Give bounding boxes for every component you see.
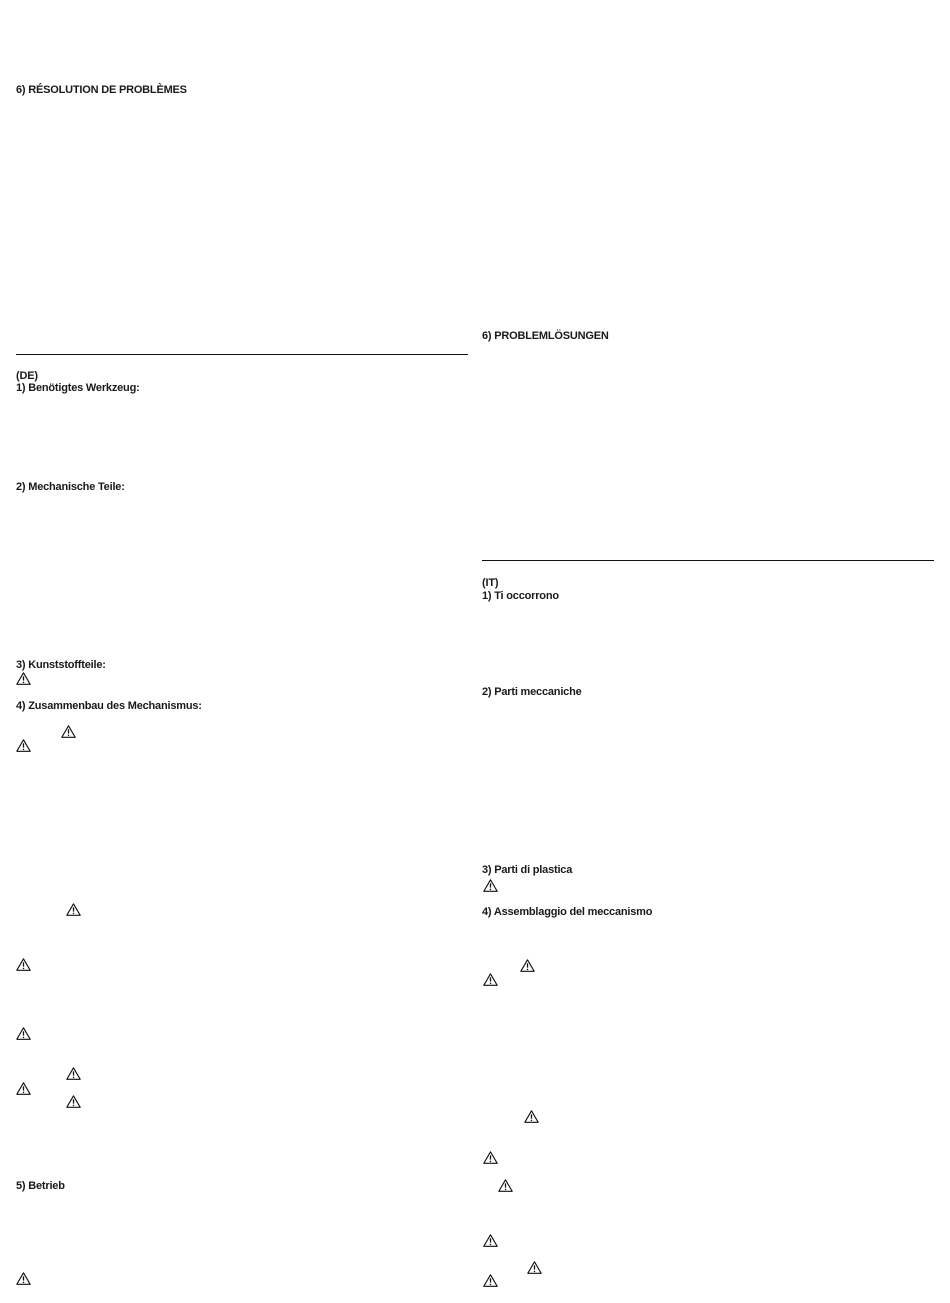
it-assembly-heading: 4) Assemblaggio del meccanismo — [482, 906, 653, 918]
section-divider-it — [482, 560, 934, 561]
warning-triangle-icon — [483, 1274, 498, 1287]
warning-triangle-icon — [498, 1179, 513, 1192]
warning-triangle-icon — [66, 1095, 81, 1108]
warning-triangle-icon — [16, 1082, 31, 1095]
warning-triangle-icon — [16, 1272, 31, 1285]
de-plastic-heading: 3) Kunststoffteile: — [16, 659, 106, 671]
warning-triangle-icon — [16, 739, 31, 752]
it-mechanical-heading: 2) Parti meccaniche — [482, 686, 582, 698]
warning-triangle-icon — [483, 879, 498, 892]
de-assembly-heading: 4) Zusammenbau des Mechanismus: — [16, 700, 202, 712]
it-language-tag: (IT) — [482, 577, 499, 589]
warning-triangle-icon — [66, 1067, 81, 1080]
warning-triangle-icon — [524, 1110, 539, 1123]
de-language-tag: (DE) — [16, 370, 38, 382]
fr-troubleshooting-heading: 6) RÉSOLUTION DE PROBLÈMES — [16, 84, 187, 96]
section-divider-de — [16, 354, 468, 355]
warning-triangle-icon — [16, 958, 31, 971]
de-mechanical-heading: 2) Mechanische Teile: — [16, 481, 125, 493]
it-tools-heading: 1) Ti occorrono — [482, 590, 559, 602]
warning-triangle-icon — [483, 1234, 498, 1247]
de-troubleshooting-heading: 6) PROBLEMLÖSUNGEN — [482, 330, 609, 342]
warning-triangle-icon — [66, 903, 81, 916]
it-plastic-heading: 3) Parti di plastica — [482, 864, 573, 876]
warning-triangle-icon — [520, 959, 535, 972]
warning-triangle-icon — [16, 672, 31, 685]
warning-triangle-icon — [483, 1151, 498, 1164]
warning-triangle-icon — [527, 1261, 542, 1274]
warning-triangle-icon — [16, 1027, 31, 1040]
de-operation-heading: 5) Betrieb — [16, 1180, 65, 1192]
de-tools-heading: 1) Benötigtes Werkzeug: — [16, 382, 140, 394]
warning-triangle-icon — [483, 973, 498, 986]
warning-triangle-icon — [61, 725, 76, 738]
